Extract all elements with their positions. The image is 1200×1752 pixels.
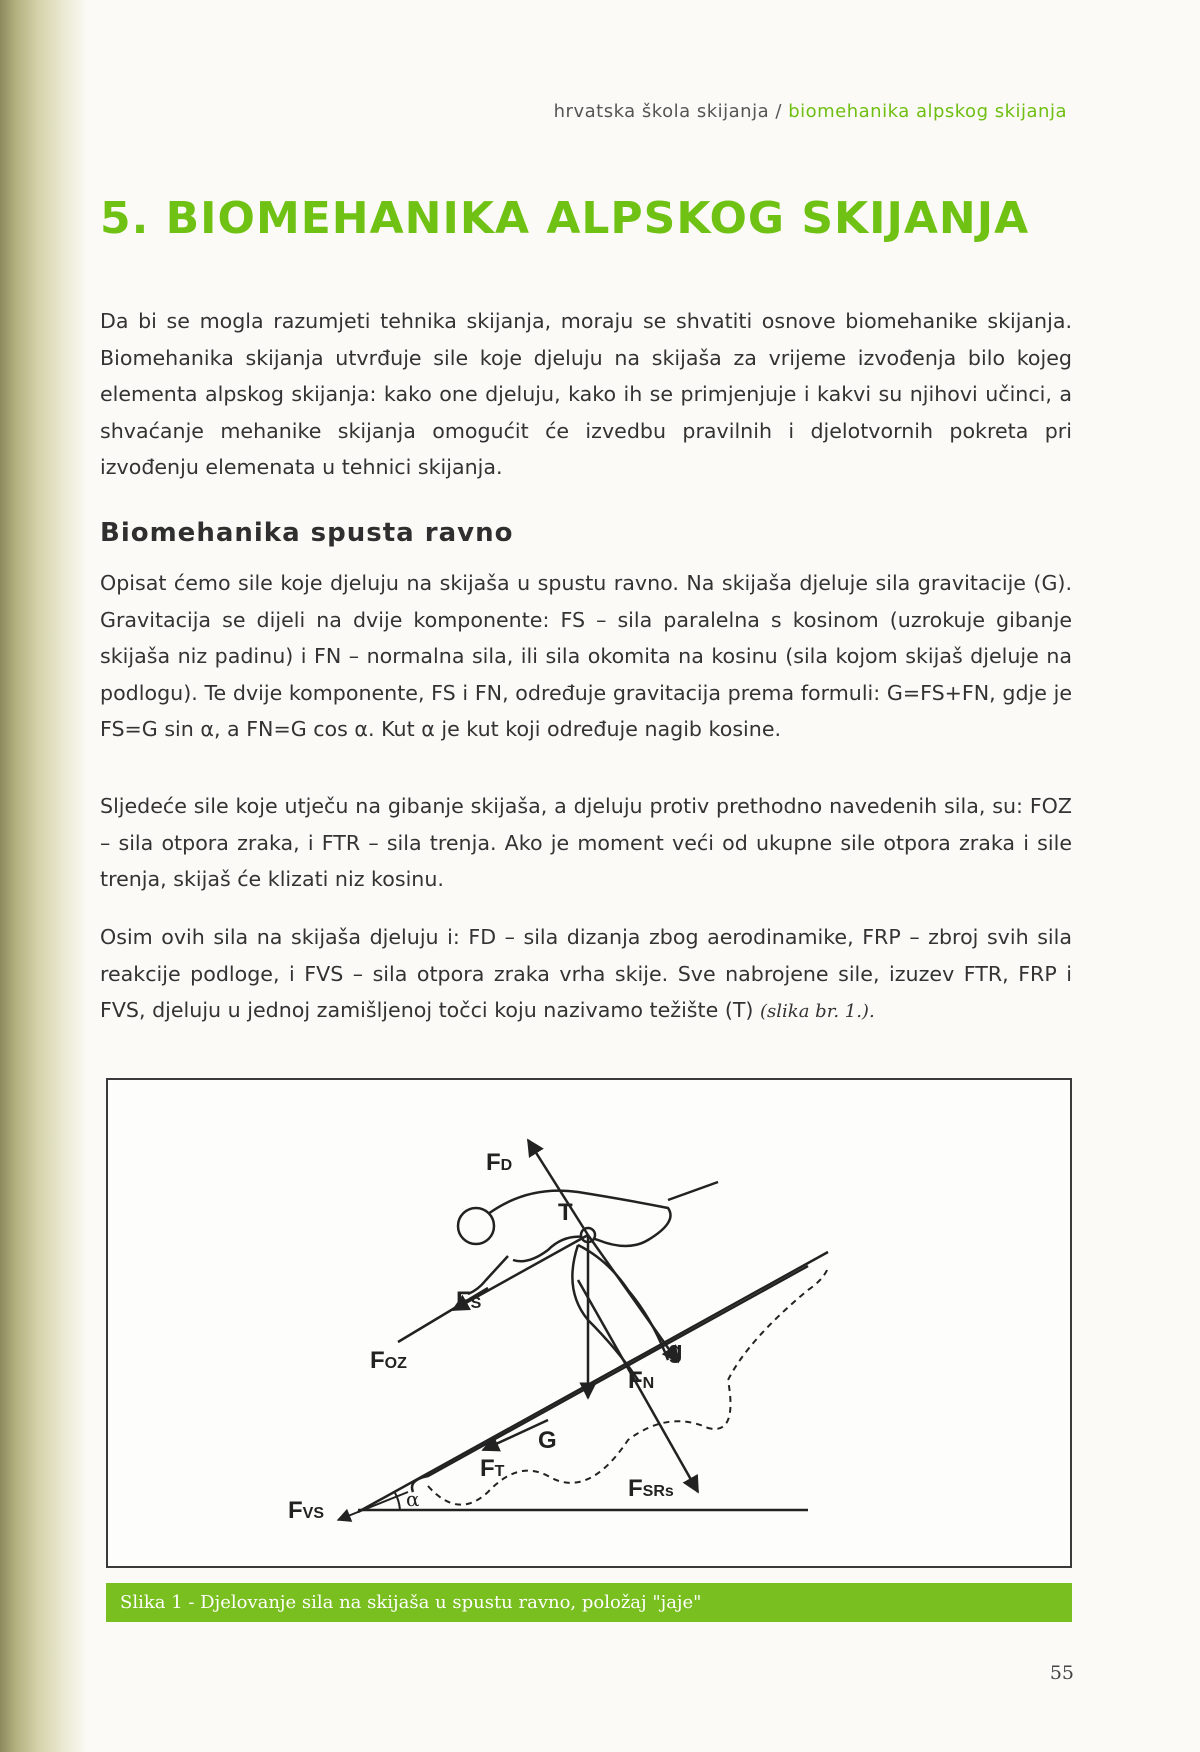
figure-frame bbox=[106, 1078, 1072, 1568]
tip-resistance-arrow bbox=[338, 1492, 408, 1520]
book-spine-shadow bbox=[0, 0, 88, 1752]
label-fvs: FVS bbox=[288, 1497, 325, 1524]
header-chapter-title: biomehanika alpskog skijanja bbox=[788, 101, 1067, 122]
running-header bbox=[554, 101, 1067, 122]
angle-arc bbox=[394, 1491, 400, 1510]
label-ft: FT bbox=[480, 1455, 505, 1482]
intro-paragraph: Da bi se mogla razumjeti tehnika skijanja, moraju se shvatiti osnove biomehanike skijanja. Biomehanika skijanja utvrđuje sile koje djeluju na skijaša za vrijeme izvođenja bilo kojeg elementa alpskog skijanja: kako one djeluju, kako ih se primjenjuje i kakvi su njihovi učinci, a shvaćanje mehanike skijanja omogućit će izvedbu pravilnih i djelotvornih pokreta pri izvođenju elemenata u tehnici skijanja. bbox=[100, 309, 1072, 479]
section-title bbox=[100, 518, 513, 548]
label-fn: FN bbox=[628, 1367, 655, 1394]
label-g-big: G bbox=[538, 1427, 557, 1454]
header-book-title: hrvatska škola skijanja bbox=[553, 101, 770, 122]
label-fd: FD bbox=[486, 1149, 513, 1176]
figure-reference: (slika br. 1.). bbox=[760, 1001, 875, 1022]
label-foz: FOZ bbox=[370, 1347, 407, 1374]
section-paragraph-2: Sljedeće sile koje utječu na gibanje skijaša, a djeluju protiv prethodno navedenih sila, su: FOZ – sila otpora zraka, i FTR – sila trenja. Ako je moment veći od ukupne sile otpora zraka i sile trenja, skijaš će klizati niz kosinu. bbox=[100, 794, 1072, 891]
page-number: 55 bbox=[1049, 1662, 1074, 1684]
label-fs: FS bbox=[456, 1287, 482, 1314]
skier-legs bbox=[572, 1245, 668, 1380]
label-t: T bbox=[558, 1199, 573, 1226]
ski-pole-rear bbox=[668, 1182, 718, 1200]
section-paragraph-1: Opisat ćemo sile koje djeluju na skijaša u spustu ravno. Na skijaša djeluje sila gravitacije (G). Gravitacija se dijeli na dvije komponente: FS – sila paralelna s kosinom (uzrokuje gibanje skijaša niz padinu) i FN – normalna sila, ili sila okomita na kosinu (sila kojom skijaš djeluje na podlogu). Te dvije komponente, FS i FN, određuje gravitacija prema formuli: G=FS+FN, gdje je FS=G sin α, a FN=G cos α. Kut α je kut koji određuje nagib kosine. bbox=[100, 571, 1072, 741]
label-alpha: α bbox=[406, 1487, 420, 1511]
section-paragraph-3 bbox=[100, 919, 1072, 1031]
slope-line bbox=[358, 1252, 828, 1512]
label-g-small: g bbox=[668, 1337, 683, 1364]
figure-caption: Slika 1 - Djelovanje sila na skijaša u spustu ravno, položaj "jaje" bbox=[106, 1583, 1072, 1622]
skier-forces-diagram bbox=[108, 1080, 1074, 1570]
header-separator: / bbox=[775, 101, 782, 122]
normal-force-arrow bbox=[588, 1235, 678, 1362]
chapter-title: 5. BIOMEHANIKA ALPSKOG SKIJANJA bbox=[100, 193, 1030, 244]
skier-torso bbox=[488, 1191, 671, 1262]
label-fsrs: FSRs bbox=[628, 1475, 674, 1502]
section-title-text: Biomehanika spusta ravno bbox=[100, 518, 514, 548]
section-paragraph-3-text: Osim ovih sila na skijaša djeluju i: FD – sila dizanja zbog aerodinamike, FRP – zbroj svih sila reakcije podloge, i FVS – sila otpora zraka vrha skije. Sve nabrojene sile, izuzev FTR, FRP i FVS, djeluju u jednoj zamišljenoj točci koju nazivamo težište (T) bbox=[100, 925, 1072, 1022]
